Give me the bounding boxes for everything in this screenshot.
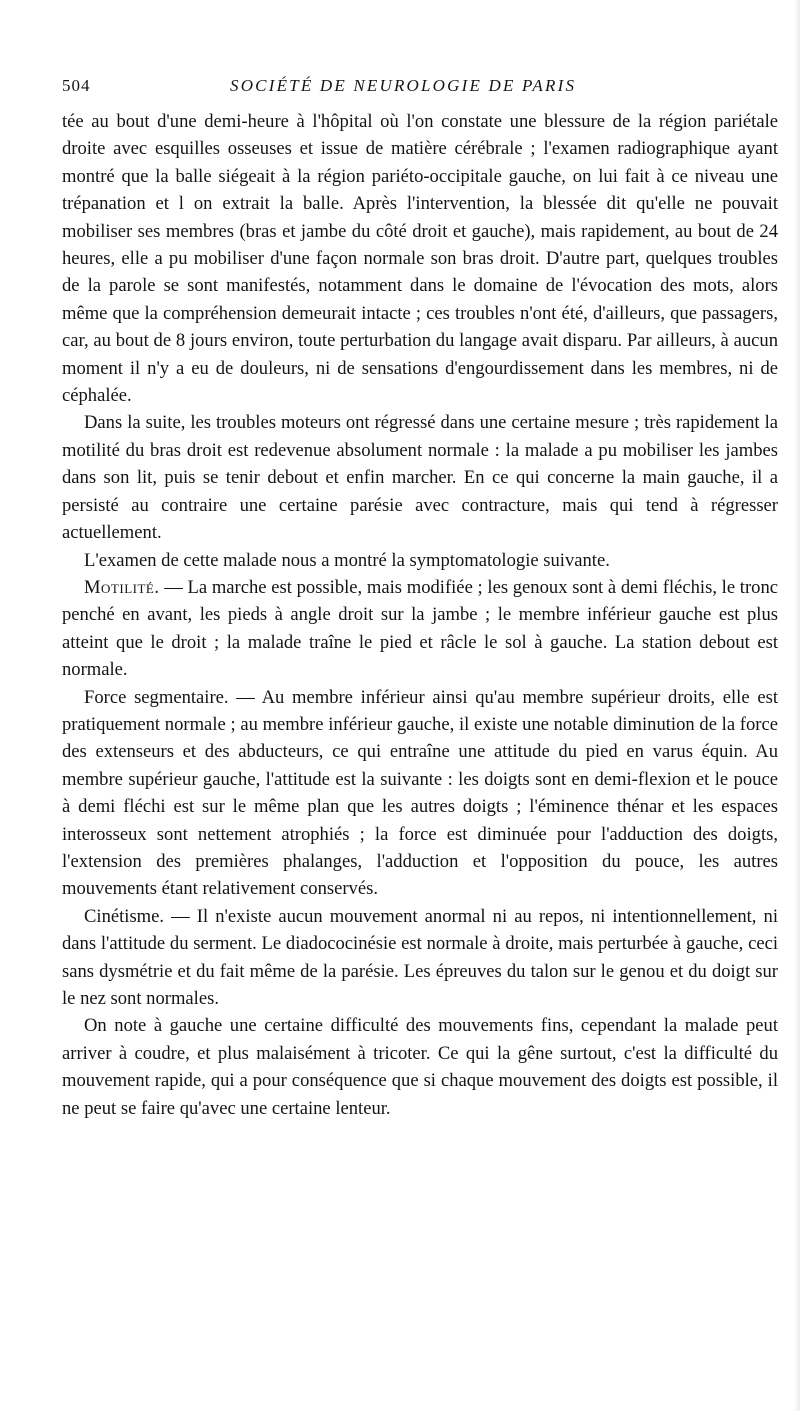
page-header (62, 76, 782, 100)
body-text (62, 108, 778, 1122)
paragraph: On note à gauche une certaine difficulté des mouvements fins, cependant la malade peut arriver à coudre, et plus malaisément à tricoter. Ce qui la gêne surtout, c'est la difficulté du mouvement rapide, qui a pour conséquence que si chaque mouvement des doigts est possible, il ne peut se faire qu'avec une certaine lenteur. (62, 1015, 778, 1119)
paragraph: Cinétisme. — Il n'existe aucun mouvement anormal ni au repos, ni intentionnellement, ni dans l'attitude du serment. Le diadococinésie est normale à droite, mais perturbée à gauche, ceci sans dysmétrie et du fait même de la parésie. Les épreuves du talon sur le genou et du doigt sur le nez sont normales. (62, 905, 778, 1009)
page-number: 504 (62, 76, 91, 95)
running-title: SOCIÉTÉ DE NEUROLOGIE DE PARIS (230, 76, 577, 95)
paragraph-text: — La marche est possible, mais modifiée ; les genoux sont à demi fléchis, le tronc penché en avant, les pieds à angle droit sur la jambe ; le membre inférieur gauche est plus atteint que le droit ; la malade traîne le pied et râcle le sol à gauche. La station debout est normale. (62, 576, 778, 681)
paragraph: tée au bout d'une demi-heure à l'hôpital où l'on constate une blessure de la région pariétale droite avec esquilles osseuses et issue de matière cérébrale ; l'examen radiographique ayant montré que la balle siégeait à la région pariéto-occipitale gauche, on lui fait à ce niveau une trépanation et l on extrait la balle. Après l'intervention, la blessée dit qu'elle ne pouvait mobiliser ses membres (bras et jambe du côté droit et gauche), mais rapidement, au bout de 24 heures, elle a pu mobiliser d'une façon normale son bras droit. D'autre part, quelques troubles de la parole se sont manifestés, notamment dans le domaine de l'évocation des mots, alors même que la compréhension demeurait intacte ; ces troubles n'ont été, d'ailleurs, que passagers, car, au bout de 8 jours environ, toute perturbation du langage avait disparu. Par ailleurs, à aucun moment il n'y a eu de douleurs, ni de sensations d'engourdissement dans les membres, ni de céphalée. (62, 111, 778, 407)
section-lead-motilite: Motilité. (84, 576, 160, 598)
paragraph (62, 574, 778, 684)
page-edge-shadow (794, 0, 800, 1411)
paragraph: Force segmentaire. — Au membre inférieur ainsi qu'au membre supérieur droits, elle est pratiquement normale ; au membre inférieur gauche, il existe une notable diminution de la force des extenseurs et des abducteurs, ce qui entraîne une attitude du pied en varus équin. Au membre supérieur gauche, l'attitude est la suivante : les doigts sont en demi-flexion et le pouce à demi fléchi est sur le même plan que les autres doigts ; l'éminence thénar et les espaces interosseux sont nettement atrophiés ; la force est diminuée pour l'adduction des doigts, l'extension des premières phalanges, l'adduction et l'opposition du pouce, les autres mouvements étant relativement conservés. (62, 686, 778, 900)
paragraph: Dans la suite, les troubles moteurs ont régressé dans une certaine mesure ; très rapidement la motilité du bras droit est redevenue absolument normale : la malade a pu mobiliser les jambes dans son lit, puis se tenir debout et enfin marcher. En ce qui concerne la main gauche, il a persisté au contraire une certaine parésie avec contracture, mais qui tend à régresser actuellement. (62, 412, 778, 544)
paragraph: L'examen de cette malade nous a montré la symptomatologie suivante. (84, 549, 610, 571)
